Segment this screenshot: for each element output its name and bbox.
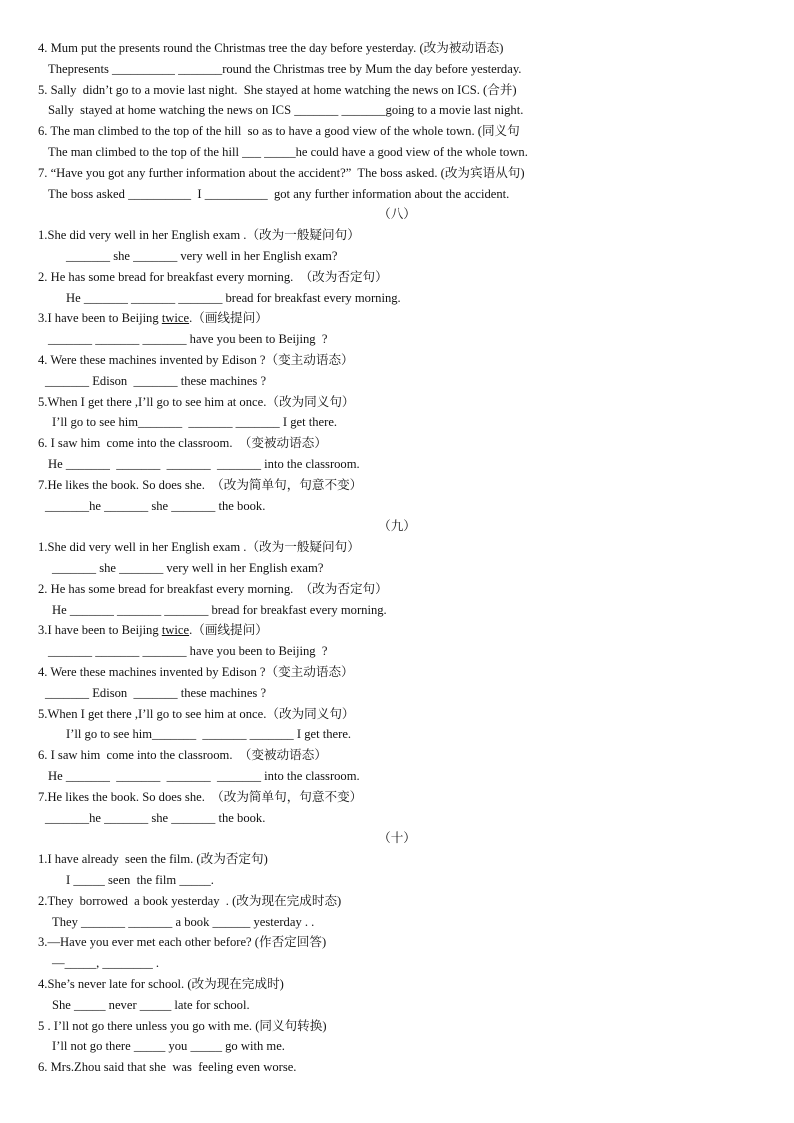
text-line: 5 . I’ll not go there unless you go with me. (同义句转换) xyxy=(38,1018,327,1033)
text-line: I’ll go to see him_______ _______ _______ I get there. xyxy=(66,727,352,742)
text-line: _______ _______ _______ have you been to Beijing ? xyxy=(48,644,328,659)
text-line: I’ll not go there _____ you _____ go with me. xyxy=(52,1039,285,1054)
text-line: I _____ seen the film _____. xyxy=(66,873,214,887)
underlined-word: twice xyxy=(161,623,190,638)
text-line: He _______ _______ _______ bread for breakfast every morning. xyxy=(66,290,401,305)
text-line: 5. Sally didn’t go to a movie last night. She stayed at home watching the news on ICS. (合并) xyxy=(38,82,517,97)
text-line: 3.—Have you ever met each other before? (作否定回答) xyxy=(38,935,327,950)
text-line: 7. “Have you got any further information about the accident?” The boss asked. (改为宾语从句) xyxy=(38,165,525,180)
section-heading: （十） xyxy=(378,831,416,846)
text-line: _______ _______ _______ have you been to Beijing ? xyxy=(48,332,328,347)
text-line: 5.When I get there ,I’ll go to see him at once.（改为同义句） xyxy=(38,706,355,721)
text-line: 3.I have been to Beijing twice.（画线提问） xyxy=(38,623,268,638)
text-line: 1.I have already seen the film. (改为否定句) xyxy=(38,852,268,867)
text-line: 1.She did very well in her English exam .（改为一般疑问句） xyxy=(38,540,360,555)
text-line: The man climbed to the top of the hill ___ _____he could have a good view of the whole town. xyxy=(48,145,528,159)
text-line: The boss asked __________ I __________ got any further information about the accident. xyxy=(48,186,510,201)
text-line: 4. Mum put the presents round the Christmas tree the day before yesterday. (改为被动语态) xyxy=(38,41,504,55)
text-line: 2. He has some bread for breakfast every morning. （改为否定句） xyxy=(38,581,388,596)
text-line: _______ she _______ very well in her English exam? xyxy=(66,249,338,263)
text-line: 6. I saw him come into the classroom. （变被动语态） xyxy=(38,436,327,451)
text-line: _______he _______ she _______ the book. xyxy=(45,498,266,513)
text-line: _______ Edison _______ these machines ? xyxy=(45,685,267,700)
text-line: He _______ _______ _______ bread for breakfast every morning. xyxy=(52,602,387,617)
text-line: —_____, ________ . xyxy=(52,956,160,971)
text-line: 2.They borrowed a book yesterday . (改为现在完成时态) xyxy=(38,893,342,908)
text-line: _______ Edison _______ these machines ? xyxy=(45,373,267,388)
section-heading: （八） xyxy=(378,207,416,222)
text-line: 5.When I get there ,I’ll go to see him at once.（改为同义句） xyxy=(38,394,355,409)
text-line: 7.He likes the book. So does she. （改为简单句，句意不变） xyxy=(38,477,363,492)
text-line: 2. He has some bread for breakfast every morning. （改为否定句） xyxy=(38,269,388,284)
text-line: 4.She’s never late for school. (改为现在完成时) xyxy=(38,977,284,991)
text-line: She _____ never _____ late for school. xyxy=(52,997,250,1012)
text-line: _______he _______ she _______ the book. xyxy=(45,810,266,825)
text-line: 1.She did very well in her English exam .（改为一般疑问句） xyxy=(38,228,360,243)
text-line: Thepresents __________ _______round the Christmas tree by Mum the day before yesterday. xyxy=(48,61,522,76)
text-line: 4. Were these machines invented by Edison ?（变主动语态） xyxy=(38,353,354,367)
underlined-word: twice xyxy=(161,311,190,326)
text-line: 6. The man climbed to the top of the hill so as to have a good view of the whole town. (同义句 xyxy=(38,124,520,139)
text-line: He _______ _______ _______ _______ into the classroom. xyxy=(48,769,360,783)
section-heading: （九） xyxy=(378,519,416,534)
text-line: They _______ _______ a book ______ yesterday . . xyxy=(52,914,315,929)
text-line: Sally stayed at home watching the news on ICS _______ _______going to a movie last night. xyxy=(48,103,524,118)
text-line: 3.I have been to Beijing twice.（画线提问） xyxy=(38,311,268,326)
text-line: He _______ _______ _______ _______ into the classroom. xyxy=(48,457,360,471)
text-line: 4. Were these machines invented by Edison ?（变主动语态） xyxy=(38,665,354,679)
text-line: I’ll go to see him_______ _______ _______ I get there. xyxy=(52,415,338,430)
text-line: 6. I saw him come into the classroom. （变被动语态） xyxy=(38,748,327,763)
text-line: 6. Mrs.Zhou said that she was feeling even worse. xyxy=(38,1060,297,1075)
text-line: _______ she _______ very well in her English exam? xyxy=(52,561,324,575)
text-line: 7.He likes the book. So does she. （改为简单句，句意不变） xyxy=(38,789,363,804)
